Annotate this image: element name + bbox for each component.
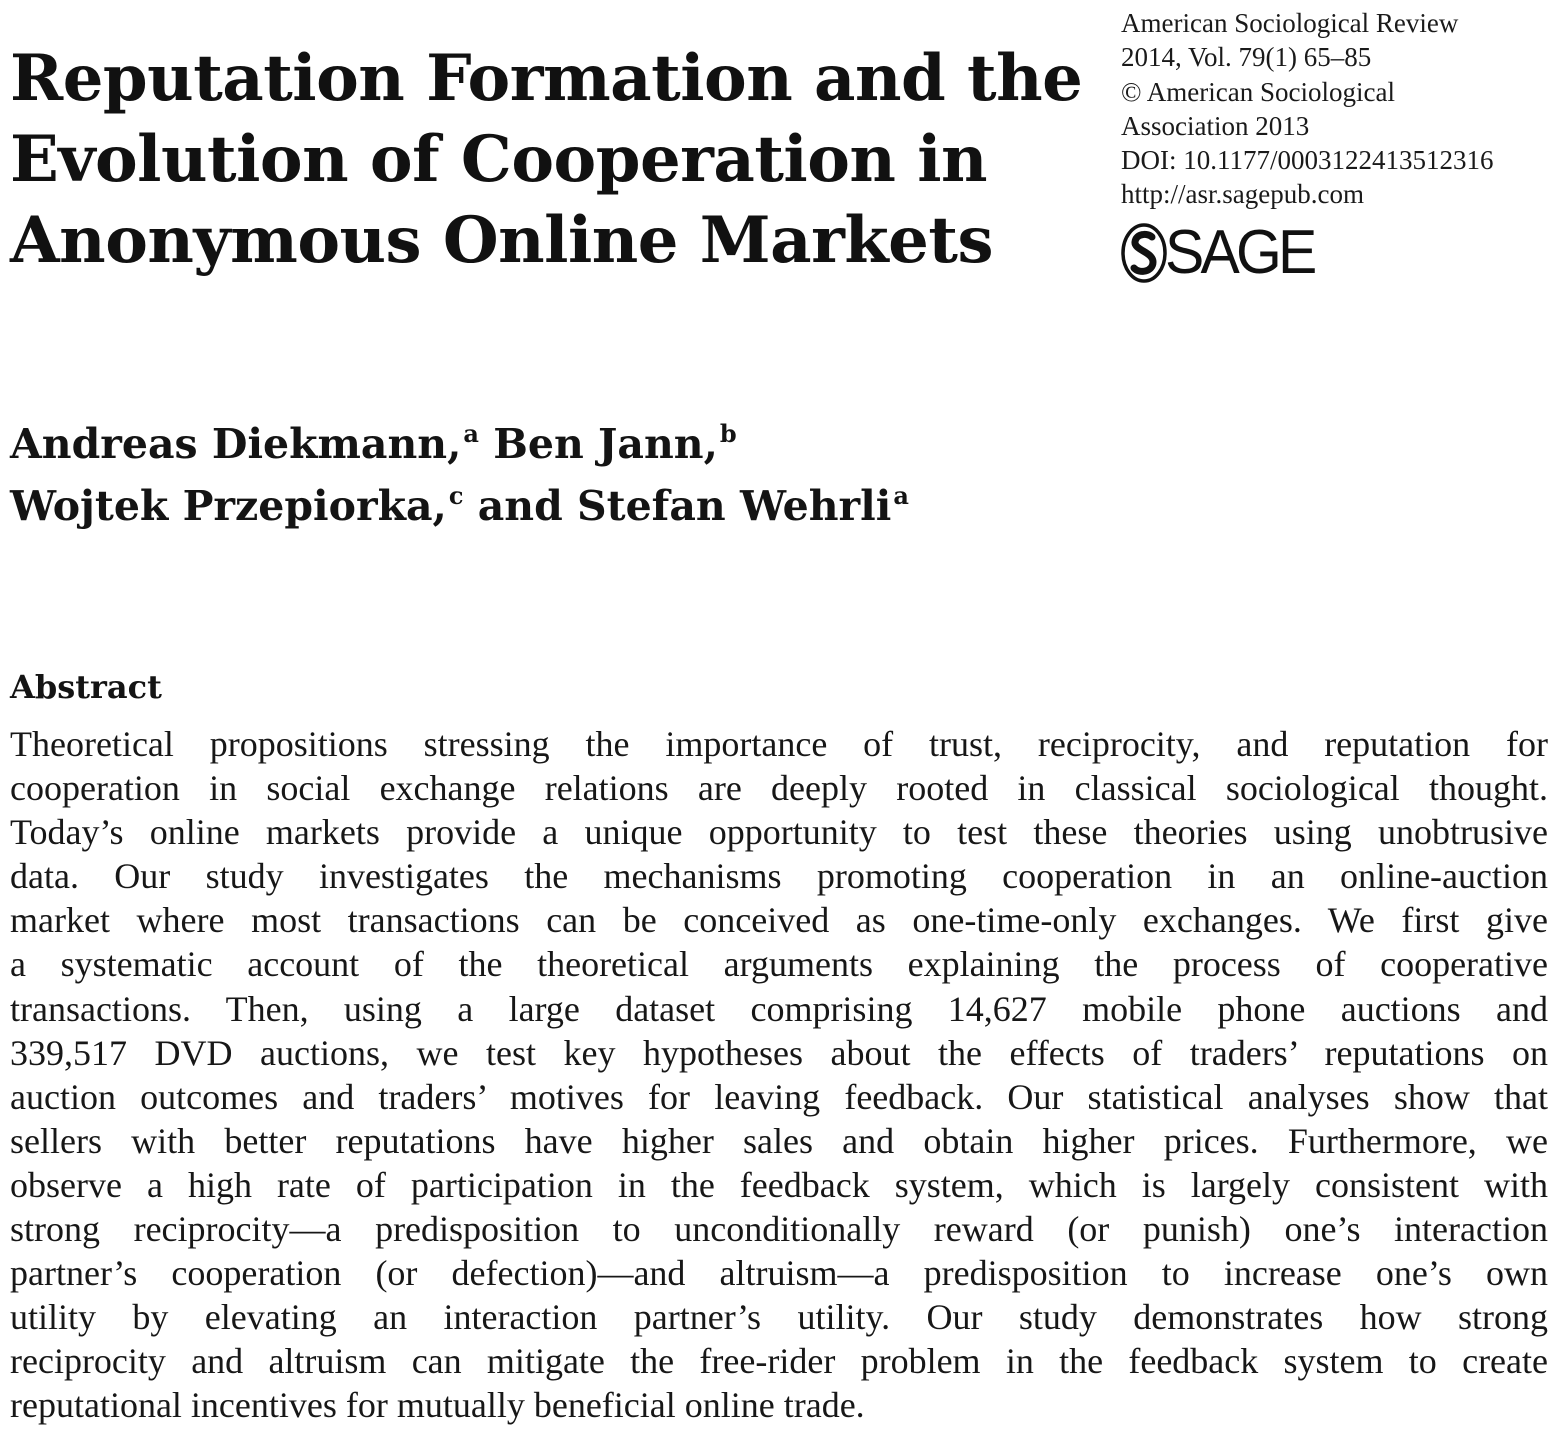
journal-name: American Sociological Review <box>1121 8 1459 38</box>
copyright-line: © American Sociological <box>1121 76 1395 107</box>
abstract-line: transactions. Then, using a large dataset comprising 14,627 mobile phone auctions and <box>10 988 1548 1029</box>
author-name: and Stefan Wehrli <box>463 482 892 530</box>
abstract-line: reciprocity and altruism can mitigate the free-rider problem in the feedback system to create <box>10 1341 1548 1382</box>
author-name: Andreas Diekmann, <box>10 420 462 468</box>
title-line: Reputation Formation and the <box>10 41 1083 116</box>
affiliation-mark: c <box>448 481 464 510</box>
abstract-line: reputational incentives for mutually beneficial online trade. <box>10 1385 865 1426</box>
article-title <box>10 38 1090 281</box>
title-line: Anonymous Online Markets <box>10 203 993 278</box>
abstract-line: 339,517 DVD auctions, we test key hypotheses about the effects of traders’ reputations on <box>10 1032 1548 1073</box>
journal-url[interactable]: http://asr.sagepub.com <box>1121 179 1364 210</box>
affiliation-mark: a <box>463 419 479 448</box>
abstract-line: market where most transactions can be conceived as one-time-only exchanges. We first give <box>10 900 1548 941</box>
abstract-line: Today’s online markets provide a unique opportunity to test these theories using unobtrusive <box>10 812 1548 853</box>
abstract-text <box>10 722 1548 1428</box>
author-list <box>10 416 1110 540</box>
author-line <box>10 416 1110 478</box>
abstract-heading: Abstract <box>10 668 162 706</box>
abstract-line: Theoretical propositions stressing the importance of trust, reciprocity, and reputation for <box>10 724 1548 764</box>
author-name: Wojtek Przepiorka, <box>10 482 447 530</box>
abstract-line: strong reciprocity—a predisposition to unconditionally reward (or punish) one’s interaction <box>10 1209 1548 1250</box>
author-line <box>10 478 1110 540</box>
author-name: Ben Jann, <box>478 420 718 468</box>
abstract-line: utility by elevating an interaction partner’s utility. Our study demonstrates how strong <box>10 1297 1548 1338</box>
abstract-line: partner’s cooperation (or defection)—and altruism—a predisposition to increase one’s own <box>10 1253 1548 1294</box>
journal-info <box>1121 6 1561 212</box>
abstract-line: data. Our study investigates the mechanisms promoting cooperation in an online-auction <box>10 856 1548 897</box>
journal-volume: 2014, Vol. 79(1) 65–85 <box>1121 42 1372 73</box>
title-line: Evolution of Cooperation in <box>10 122 988 197</box>
sage-logo <box>1121 218 1321 287</box>
abstract-line: auction outcomes and traders’ motives for leaving feedback. Our statistical analyses show that <box>10 1076 1548 1117</box>
sage-s-icon <box>1121 222 1167 284</box>
abstract-line: cooperation in social exchange relations are deeply rooted in classical sociological thought. <box>10 768 1548 809</box>
doi[interactable]: DOI: 10.1177/0003122413512316 <box>1121 145 1494 176</box>
affiliation-mark: b <box>719 419 737 448</box>
copyright-line: Association 2013 <box>1121 110 1310 141</box>
sage-wordmark: SAGE <box>1165 218 1314 287</box>
affiliation-mark: a <box>893 481 909 510</box>
abstract-line: a systematic account of the theoretical arguments explaining the process of cooperative <box>10 944 1548 985</box>
abstract-line: sellers with better reputations have higher sales and obtain higher prices. Furthermore, we <box>10 1120 1548 1161</box>
abstract-line: observe a high rate of participation in the feedback system, which is largely consistent with <box>10 1164 1548 1205</box>
